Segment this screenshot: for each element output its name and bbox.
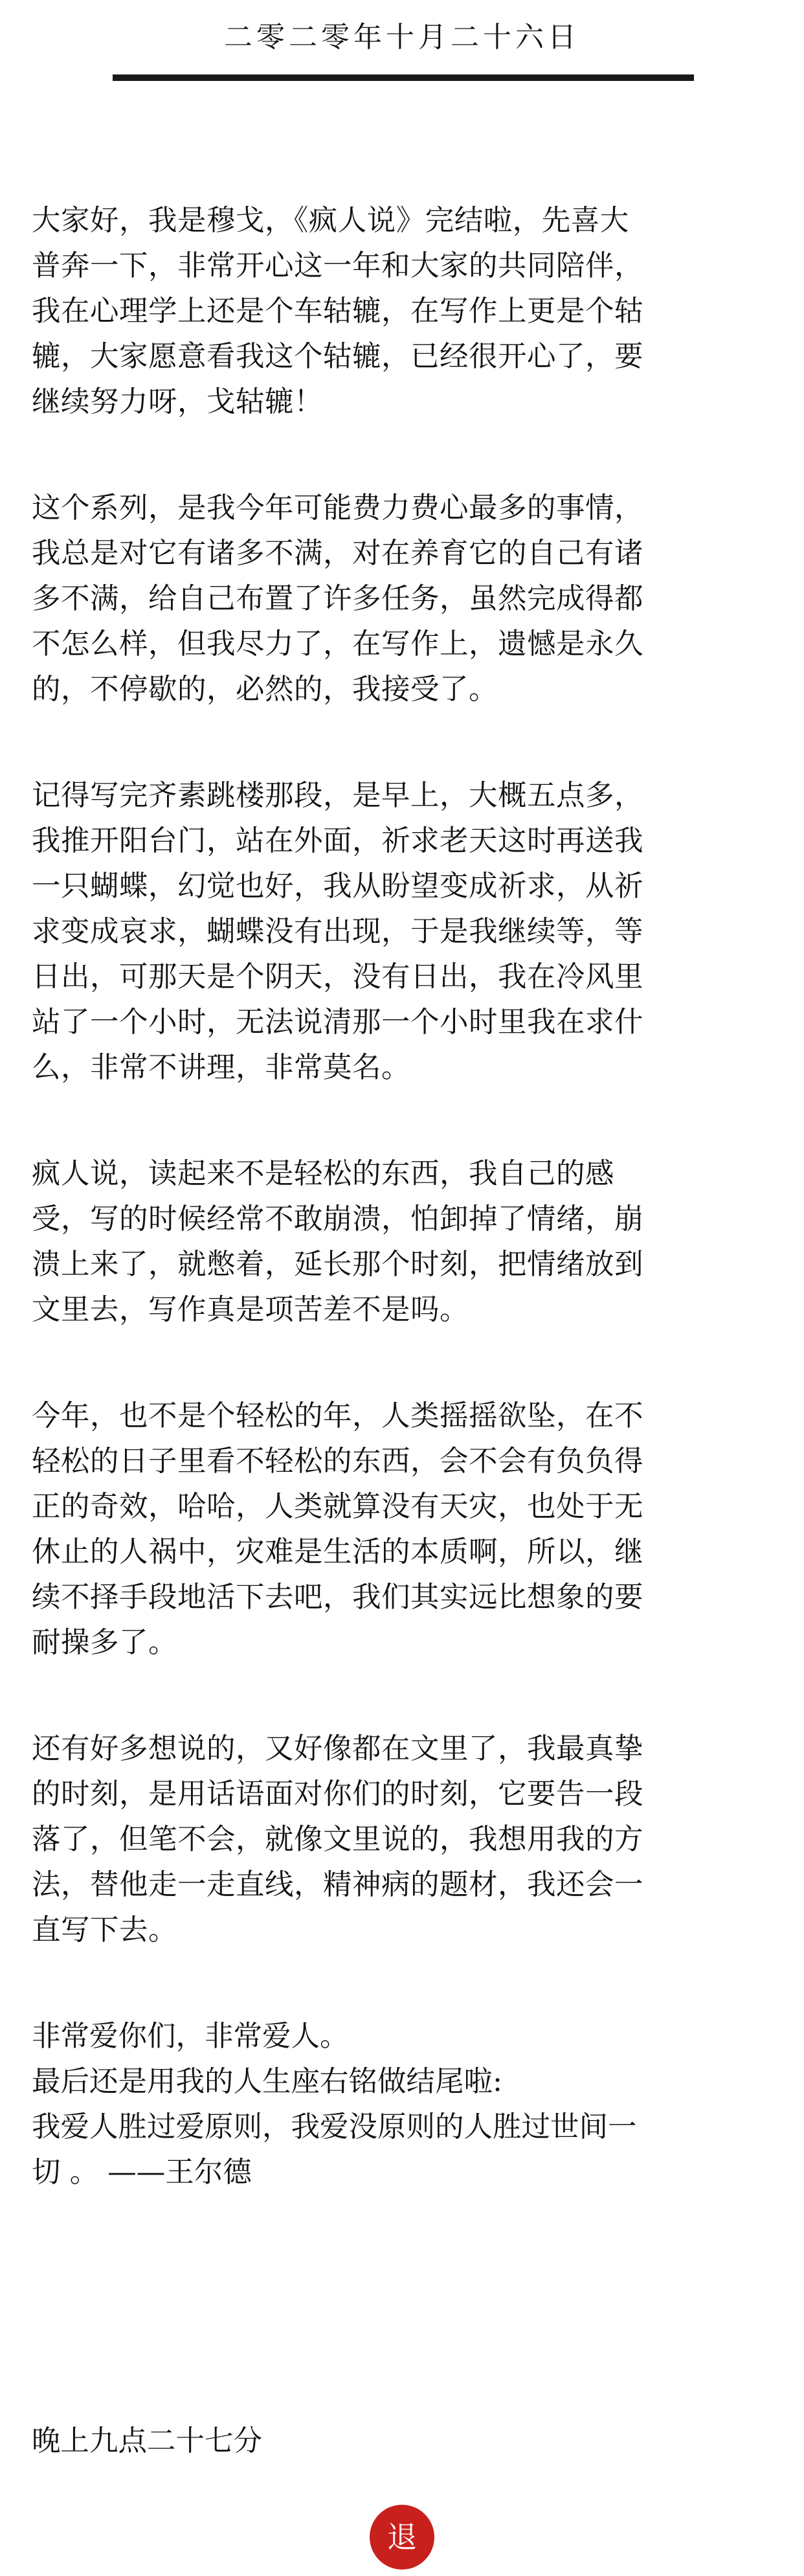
paragraph-feelings: 疯人说，读起来不是轻松的东西，我自己的感 受，写的时候经常不敢崩溃，怕卸掉了情绪，崩 溃上来了，就憋着，延长那个时刻，把情绪放到 文里去，写作真是项苦差不是吗。	[32, 1157, 644, 1326]
paragraph-greeting: 大家好，我是穆戈，《疯人说》完结啦，先喜大 普奔一下，非常开心这一年和大家的共同陪伴， 我在心理学上还是个车轱辘，在写作上更是个轱 辘，大家愿意看我这个轱辘，已经很开心了，要 继续努力呀，戈轱辘！	[32, 204, 644, 418]
back-button[interactable]: 退	[370, 2505, 434, 2570]
article-body	[32, 198, 776, 2195]
signoff-time: 晚上九点二十七分	[32, 2424, 263, 2457]
paragraph-more-to-say: 还有好多想说的，又好像都在文里了，我最真挚 的时刻，是用话语面对你们的时刻，它要告一段 落了，但笔不会，就像文里说的，我想用我的方 法，替他走一走直线，精神病的题材，我还会一 直写下去。	[32, 1732, 644, 1947]
page-header	[0, 0, 804, 97]
page-title-date: 二零二零年十月二十六日	[224, 21, 580, 54]
paragraph-this-year: 今年，也不是个轻松的年，人类摇摇欲坠，在不 轻松的日子里看不轻松的东西，会不会有负负得 正的奇效，哈哈，人类就算没有天灾，也处于无 休止的人祸中，灾难是生活的本质啊，所以，继 续不择手段地活下去吧，我们其实远比想象的要 耐操多了。	[32, 1399, 644, 1659]
title-divider	[113, 74, 694, 81]
paragraph-memory: 记得写完齐素跳楼那段，是早上，大概五点多， 我推开阳台门，站在外面，祈求老天这时再送我 一只蝴蝶，幻觉也好，我从盼望变成祈求，从祈 求变成哀求，蝴蝶没有出现，于是我继续等，等 日出，可那天是个阴天，没有日出，我在冷风里 站了一个小时，无法说清那一个小时里我在求什 么，非常不讲理，非常莫名。	[32, 779, 644, 1084]
paragraph-series: 这个系列，是我今年可能费力费心最多的事情， 我总是对它有诸多不满，对在养育它的自己有诸 多不满，给自己布置了许多任务，虽然完成得都 不怎么样，但我尽力了，在写作上，遗憾是永久 的，不停歇的，必然的，我接受了。	[32, 491, 644, 706]
paragraph-closing-quote: 非常爱你们，非常爱人。 最后还是用我的人生座右铭做结尾啦: 我爱人胜过爱原则，我爱没原则的人胜过世间一 切 。 ——王尔德	[32, 2020, 637, 2189]
